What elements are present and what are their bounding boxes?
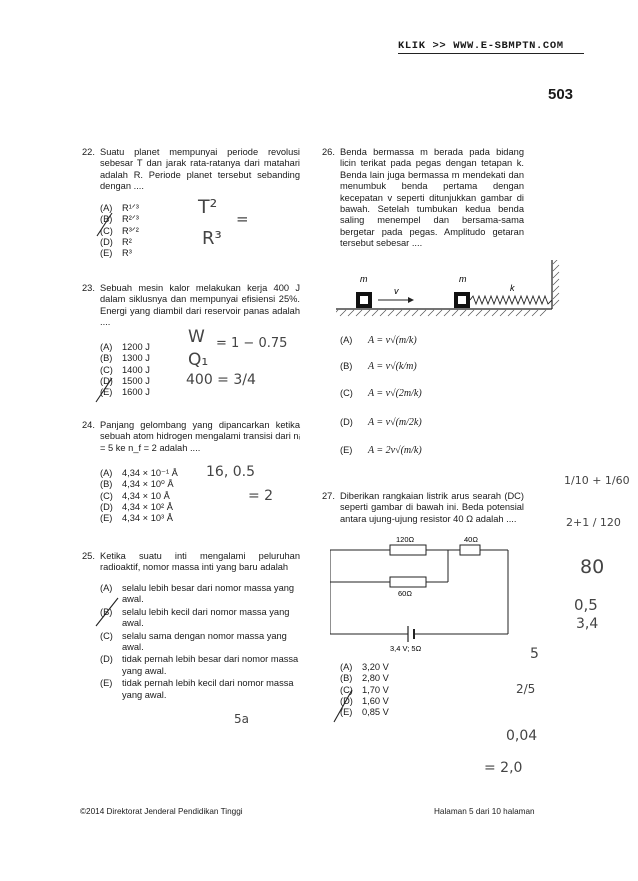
option-e[interactable]: (E) 4,34 × 10³ Å — [100, 513, 173, 524]
mass-label-1: m — [360, 274, 368, 284]
option-d[interactable]: (D) 1500 J — [100, 375, 150, 386]
answer-mark-q22 — [97, 213, 112, 236]
answer-mark-q27 — [334, 690, 352, 722]
option-d[interactable]: (D) tidak pernah lebih besar dari nomor massa yang awal. — [100, 654, 299, 676]
handwriting-q25: 5a — [234, 712, 249, 726]
question-stem: Suatu planet mempunyai periode revolusi sebesar T dan jarak rata-ratanya dari matahari adalah R. Periode planet tersebut sebanding dengan .... — [100, 147, 300, 192]
handwriting-margin-2: 2+1 / 120 — [566, 516, 621, 529]
question-stem: Ketika suatu inti mengalami peluruhan radioaktif, nomor massa inti yang baru adalah — [100, 551, 300, 573]
handwriting-q22-bottom: R³ — [202, 228, 222, 249]
resistor-40-label: 40Ω — [464, 535, 478, 544]
option-d[interactable]: (D) R² — [100, 236, 132, 247]
handwriting-q22-top: T² — [198, 196, 218, 218]
footer-copyright: ©2014 Direktorat Jenderal Pendidikan Tinggi — [80, 807, 243, 816]
handwriting-q24-2: = 2 — [248, 488, 274, 504]
option-a[interactable]: (A) R¹ᐟ³ — [100, 203, 139, 213]
handwriting-q23-eq2: 400 = 3/4 — [186, 372, 256, 388]
velocity-label: v — [394, 286, 399, 296]
handwriting-q27-3: 0,04 — [506, 728, 538, 744]
handwriting-margin-5: 3,4 — [576, 616, 599, 632]
handwriting-q24-1: 16, 0.5 — [206, 464, 255, 480]
question-number: 22. — [82, 147, 95, 157]
page-number: 503 — [548, 86, 574, 103]
mass-label-2: m — [459, 274, 467, 284]
question-number: 27. — [322, 491, 335, 501]
option-c[interactable]: (C) 1400 J — [100, 364, 150, 375]
question-stem: Benda bermassa m berada pada bidang licin terikat pada pegas dengan tetapan k. Benda lain juga bermassa m mendekati dan menumbuk benda pertama dengan kecepatan v seperti ditunjukkan gambar di bawah. Setelah tumbukan kedua benda saling menempel dan bersama-sama bergetar pada pegas. Amplitudo getaran tersebut sebesar .... — [340, 147, 524, 249]
option-a[interactable]: (A) 4,34 × 10⁻¹ Å — [100, 468, 178, 478]
option-e[interactable]: (E) 0,85 V — [340, 707, 389, 718]
handwriting-q23-top: W — [188, 327, 205, 347]
footer-page-info: Halaman 5 dari 10 halaman — [434, 807, 535, 816]
handwriting-margin-1: 1/10 + 1/60 — [564, 474, 630, 487]
question-number: 25. — [82, 551, 95, 561]
handwriting-margin-4: 0,5 — [574, 596, 598, 614]
option-b[interactable]: (B) selalu lebih kecil dari nomor massa yang awal. — [100, 606, 290, 629]
battery-label: 3,4 V; 5Ω — [390, 644, 422, 652]
option-a[interactable]: (A) 3,20 V — [340, 662, 389, 672]
option-c[interactable]: (C) R³ᐟ² — [100, 225, 139, 236]
option-d[interactable]: (D) A = v√(m/2k) — [340, 417, 422, 428]
option-c[interactable]: (C) selalu sama dengan nomor massa yang awal. — [100, 630, 287, 653]
option-e[interactable]: (E) A = 2v√(m/k) — [340, 445, 422, 456]
answer-mark-q25 — [96, 598, 118, 626]
option-e[interactable]: (E) tidak pernah lebih kecil dari nomor massa yang awal. — [100, 678, 294, 700]
option-b[interactable]: (B) 1300 J — [100, 353, 150, 364]
question-stem: Panjang gelombang yang dipancarkan ketika sebuah atom hidrogen mengalami transisi dari nᵢ = 5 ke n_f = 2 adalah .... — [100, 420, 300, 453]
handwriting-q23-eq1: = 1 − 0.75 — [216, 336, 288, 351]
option-e[interactable]: (E) R³ — [100, 248, 132, 259]
resistor-60-label: 60Ω — [398, 589, 412, 598]
handwriting-q27-4: = 2,0 — [484, 760, 523, 776]
option-a[interactable]: (A) A = v√(m/k) — [340, 335, 417, 346]
question-stem: Sebuah mesin kalor melakukan kerja 400 J dalam siklusnya dan mempunyai efisiensi 25%. Energi yang diambil dari reservoir panas adalah .... — [100, 283, 300, 328]
option-c[interactable]: (C) 4,34 × 10 Å — [100, 490, 170, 501]
option-a[interactable]: (A) selalu lebih besar dari nomor massa yang awal. — [100, 583, 295, 605]
resistor-120-label: 120Ω — [396, 535, 415, 544]
option-b[interactable]: (B) A = v√(k/m) — [340, 361, 417, 372]
option-d[interactable]: (D) 1,60 V — [340, 695, 389, 706]
question-number: 26. — [322, 147, 335, 157]
answer-mark-q23 — [96, 378, 112, 402]
option-b[interactable]: (B) R²ᐟ³ — [100, 214, 139, 225]
handwriting-q27-2: 2/5 — [516, 682, 536, 696]
spring-constant-label: k — [510, 283, 515, 293]
handwriting-q22-sign: = — [236, 210, 249, 228]
question-stem: Diberikan rangkaian listrik arus searah (DC) seperti gambar di bawah ini. Beda potensial antara ujung-ujung resistor 40 Ω adalah .... — [340, 491, 524, 524]
handwriting-q23-bottom: Q₁ — [188, 350, 209, 370]
handwriting-q27-1: 5 — [530, 646, 539, 662]
question-number: 24. — [82, 420, 95, 430]
option-a[interactable]: (A) 1200 J — [100, 342, 150, 352]
handwriting-margin-3: 80 — [580, 556, 605, 578]
site-link-header[interactable]: KLIK >> WWW.E-SBMPTN.COM — [398, 40, 584, 54]
option-c[interactable]: (C) A = v√(2m/k) — [340, 388, 422, 399]
option-b[interactable]: (B) 2,80 V — [340, 673, 389, 684]
option-b[interactable]: (B) 4,34 × 10⁰ Å — [100, 479, 174, 490]
option-d[interactable]: (D) 4,34 × 10² Å — [100, 501, 173, 512]
option-e[interactable]: (E) 1600 J — [100, 387, 150, 398]
question-number: 23. — [82, 283, 95, 293]
option-c[interactable]: (C) 1,70 V — [340, 684, 389, 695]
